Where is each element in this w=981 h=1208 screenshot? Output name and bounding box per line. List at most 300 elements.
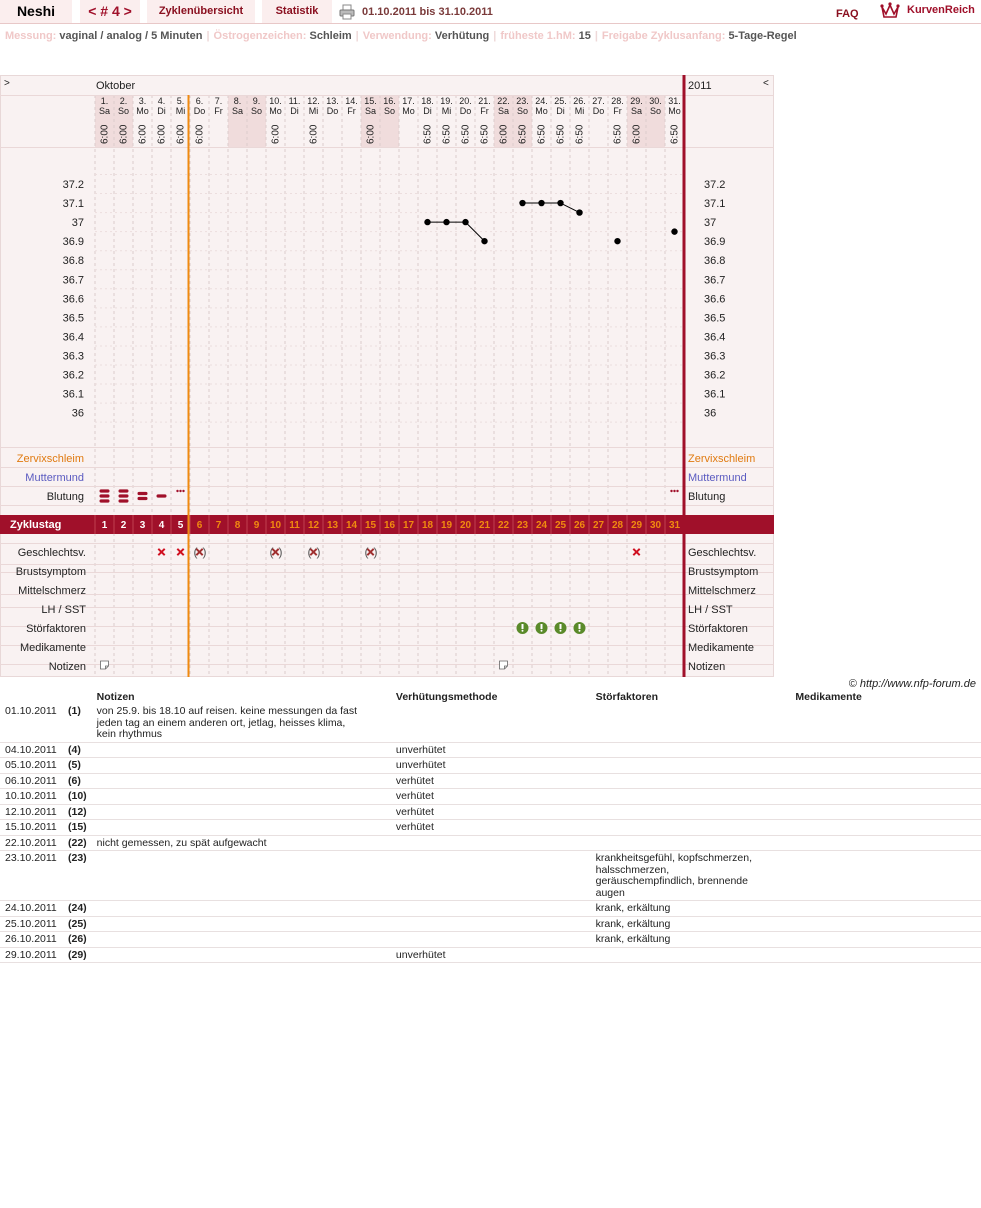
cycle-chart — [0, 75, 774, 677]
temp-tick-right: 37 — [704, 217, 717, 230]
info-value: Schleim — [309, 30, 352, 42]
day-number: 12. — [307, 96, 320, 106]
disturbance-warning-icon[interactable] — [536, 622, 548, 634]
measure-time: 6:50 — [574, 124, 586, 144]
weekday: Mi — [574, 106, 585, 116]
day-number: 19. — [440, 96, 453, 106]
measure-time: 6:50 — [536, 124, 548, 144]
notes-cell — [92, 851, 391, 901]
bleeding-mark-icon — [138, 497, 148, 500]
temp-tick-left: 36.6 — [62, 293, 84, 306]
notes-cell — [591, 947, 791, 963]
row-label-zervix: Zervixschleim — [16, 453, 84, 465]
bleeding-spot-icon — [176, 490, 178, 492]
notes-cell: krank, erkältung — [591, 932, 791, 948]
day-number: 27. — [592, 96, 605, 106]
weekday: Fr — [214, 106, 223, 116]
weekday: Di — [157, 106, 166, 116]
table-row — [0, 704, 981, 742]
notes-header: Notizen — [96, 691, 135, 703]
temp-tick-left: 37.2 — [62, 179, 84, 191]
day-number: 21. — [478, 96, 491, 106]
disturbance-warning-icon[interactable] — [555, 622, 567, 634]
day-number: 13. — [326, 96, 339, 106]
temp-point[interactable] — [557, 200, 563, 206]
notes-cell — [92, 742, 391, 758]
notes-cell — [790, 773, 981, 789]
notes-cell: (10) — [63, 789, 92, 805]
day-number: 14. — [345, 96, 358, 106]
table-row — [0, 773, 981, 789]
notes-cell: krankheitsgefühl, kopfschmerzen, halsschmerzen, geräuschempfindlich, brennende augen — [591, 851, 791, 901]
weekday: Do — [592, 106, 605, 116]
notes-cell: (5) — [63, 758, 92, 774]
note-icon[interactable] — [500, 661, 508, 669]
table-row — [0, 916, 981, 932]
cycle-day-number: 16 — [383, 520, 396, 531]
protected-intercourse-icon[interactable] — [308, 545, 321, 559]
temp-point[interactable] — [443, 219, 449, 225]
notes-cell: krank, erkältung — [591, 916, 791, 932]
notes-cell — [790, 789, 981, 805]
notes-cell: (25) — [63, 916, 92, 932]
cycle-day-number: 11 — [289, 520, 300, 531]
temp-tick-left: 37 — [71, 217, 84, 230]
excl-dot — [541, 630, 543, 632]
table-row — [0, 820, 981, 836]
tab-statistics[interactable]: Statistik — [262, 0, 332, 23]
notes-cell: unverhütet — [391, 947, 591, 963]
notes-cell: verhütet — [391, 773, 591, 789]
notes-cell: von 25.9. bis 18.10 auf reisen. keine messungen da fast jeden tag an einem anderen ort, jetlag, heisses klima, kein rhythmus — [92, 704, 391, 742]
temp-tick-left: 36.5 — [62, 312, 84, 325]
protected-intercourse-icon[interactable] — [194, 545, 207, 559]
lower-row-label-right: Geschlechtsv. — [688, 547, 757, 559]
weekday: Fr — [480, 106, 489, 116]
notes-cell — [391, 704, 591, 742]
day-number: 11. — [288, 96, 301, 106]
notes-cell: nicht gemessen, zu spät aufgewacht — [92, 835, 391, 851]
paren-left: ( — [193, 545, 198, 559]
unprotected-intercourse-icon[interactable] — [158, 549, 164, 555]
notes-cell — [790, 916, 981, 932]
excl-dot — [560, 630, 562, 632]
weekday: Fr — [613, 106, 622, 116]
cycle-day-number: 6 — [196, 520, 203, 531]
cycle-navigator[interactable]: < # 4 > — [80, 0, 140, 23]
notes-cell: 15.10.2011 — [0, 820, 63, 836]
paren-left: ( — [307, 545, 312, 559]
notes-cell — [391, 932, 591, 948]
temp-point[interactable] — [481, 238, 487, 244]
cycle-day-number: 3 — [139, 520, 146, 531]
cycle-day-number: 24 — [535, 520, 548, 531]
year-label: 2011 — [688, 80, 712, 92]
notes-cell — [790, 820, 981, 836]
paren-right: ) — [316, 545, 321, 559]
measure-time: 6:50 — [479, 124, 491, 144]
day-number: 5. — [176, 96, 185, 106]
table-row — [0, 901, 981, 917]
notes-cell: verhütet — [391, 804, 591, 820]
notes-cell: 23.10.2011 — [0, 851, 63, 901]
day-number: 8. — [233, 96, 242, 106]
day-number: 15. — [364, 96, 377, 106]
notes-cell: (22) — [63, 835, 92, 851]
temp-tick-right: 36.1 — [704, 388, 726, 401]
day-number: 16. — [383, 96, 396, 106]
measure-time: 6:00 — [194, 124, 206, 144]
notes-cell: (24) — [63, 901, 92, 917]
day-number: 6. — [195, 96, 204, 106]
cycle-day-number: 14 — [345, 520, 358, 531]
disturbance-warning-icon[interactable] — [574, 622, 586, 634]
measure-time: 6:00 — [99, 124, 111, 144]
info-separator: | — [206, 30, 210, 42]
temp-tick-left: 36.8 — [62, 255, 84, 268]
chart-border — [1, 76, 774, 677]
brand-name[interactable]: KurvenReich — [907, 4, 975, 16]
notes-cell: 12.10.2011 — [0, 804, 63, 820]
info-value: 5-Tage-Regel — [728, 30, 797, 42]
weekday: Mo — [535, 106, 548, 116]
cycle-day-number: 23 — [516, 520, 529, 531]
bleeding-mark-icon — [100, 489, 110, 492]
notes-cell — [790, 947, 981, 963]
weekday: Sa — [98, 106, 111, 116]
weekday: Di — [423, 106, 432, 116]
cycle-day-number: 13 — [326, 520, 339, 531]
lower-row-label-right: LH / SST — [688, 604, 733, 616]
weekday: Mi — [308, 106, 319, 116]
measure-time: 6:50 — [555, 124, 567, 144]
day-number: 7. — [214, 96, 223, 106]
notes-cell — [92, 804, 391, 820]
temp-point[interactable] — [519, 200, 525, 206]
info-value: 15 — [578, 30, 591, 42]
day-number: 25. — [554, 96, 567, 106]
lower-row-label-right: Mittelschmerz — [688, 585, 756, 597]
period-range: 01.10.2011 bis 31.10.2011 — [362, 6, 493, 18]
lower-row-label-right: Störfaktoren — [688, 623, 748, 635]
measurement-info-bar — [5, 30, 797, 42]
notes-cell — [92, 773, 391, 789]
info-separator: | — [493, 30, 497, 42]
day-number: 9. — [252, 96, 261, 106]
notes-cell: (29) — [63, 947, 92, 963]
notes-header: Medikamente — [795, 691, 862, 703]
day-number: 3. — [138, 96, 147, 106]
notes-cell: 04.10.2011 — [0, 742, 63, 758]
excl-bar — [560, 624, 562, 629]
notes-cell — [591, 804, 791, 820]
bleeding-spot-icon — [182, 490, 184, 492]
user-name: Neshi — [0, 0, 72, 23]
temp-tick-left: 37.1 — [62, 198, 84, 211]
notes-cell — [790, 704, 981, 742]
notes-cell — [790, 835, 981, 851]
measure-time: 6:50 — [422, 124, 434, 144]
notes-cell: 25.10.2011 — [0, 916, 63, 932]
paren-right: ) — [202, 545, 207, 559]
weekday: So — [649, 106, 662, 116]
lower-row-label: Notizen — [48, 661, 86, 673]
paren-left: ( — [364, 545, 369, 559]
weekday: Mo — [402, 106, 415, 116]
temp-tick-right: 37.2 — [704, 179, 726, 191]
unprotected-intercourse-icon[interactable] — [177, 549, 183, 555]
notes-cell — [92, 901, 391, 917]
notes-cell: 24.10.2011 — [0, 901, 63, 917]
printer-icon[interactable] — [339, 4, 355, 20]
notes-cell — [790, 804, 981, 820]
weekday: Do — [326, 106, 339, 116]
row-label-blutung-right: Blutung — [688, 491, 726, 503]
cycle-day-number: 1 — [101, 520, 108, 531]
protected-intercourse-icon[interactable] — [365, 545, 378, 559]
weekday: So — [383, 106, 396, 116]
row-label-zervix-right: Zervixschleim — [688, 453, 756, 465]
info-key: früheste 1.hM: — [500, 30, 579, 42]
table-row — [0, 758, 981, 774]
notes-cell — [92, 789, 391, 805]
cycle-day-number: 4 — [158, 520, 165, 531]
weekday: Di — [556, 106, 565, 116]
weekday: So — [117, 106, 130, 116]
disturbance-warning-icon[interactable] — [517, 622, 529, 634]
info-separator: | — [594, 30, 598, 42]
measure-time: 6:50 — [669, 124, 681, 144]
lower-row-label: Medikamente — [19, 642, 86, 654]
excl-bar — [541, 624, 543, 629]
faq-link[interactable]: FAQ — [836, 8, 859, 20]
cycle-day-number: 20 — [459, 520, 472, 531]
measure-time: 6:00 — [308, 124, 320, 144]
weekday: Sa — [231, 106, 244, 116]
notes-cell: (4) — [63, 742, 92, 758]
notes-cell — [391, 851, 591, 901]
notes-cell — [92, 758, 391, 774]
notes-cell — [391, 916, 591, 932]
notes-cell: krank, erkältung — [591, 901, 791, 917]
excl-bar — [579, 624, 581, 629]
temp-tick-left: 36.1 — [62, 388, 84, 401]
info-key: Freigabe Zyklusanfang: — [601, 30, 729, 42]
notes-cell: 29.10.2011 — [0, 947, 63, 963]
bleeding-spot-icon — [179, 490, 181, 492]
note-icon[interactable] — [101, 661, 109, 669]
day-number: 24. — [535, 96, 548, 106]
weekday: Do — [193, 106, 206, 116]
day-number: 10. — [269, 96, 282, 106]
temp-tick-left: 36.2 — [62, 369, 84, 382]
day-number: 30. — [649, 96, 662, 106]
notes-header — [63, 690, 92, 704]
info-key: Verwendung: — [362, 30, 435, 42]
protected-intercourse-icon[interactable] — [270, 545, 283, 559]
weekday: Mi — [175, 106, 186, 116]
lower-row-label: LH / SST — [41, 604, 86, 616]
temp-tick-right: 36.5 — [704, 312, 726, 325]
temp-point[interactable] — [614, 238, 620, 244]
cycle-day-number: 17 — [402, 520, 415, 531]
measure-time: 6:50 — [441, 124, 453, 144]
measure-time: 6:00 — [175, 124, 187, 144]
notes-cell: 10.10.2011 — [0, 789, 63, 805]
notes-cell: (23) — [63, 851, 92, 901]
note-sheet — [500, 661, 508, 669]
notes-header: Verhütungsmethode — [395, 691, 498, 703]
temp-point[interactable] — [671, 228, 677, 234]
info-value: Verhütung — [434, 30, 490, 42]
notes-cell: 22.10.2011 — [0, 835, 63, 851]
crown-logo-icon[interactable] — [880, 1, 900, 19]
temp-tick-right: 36.2 — [704, 369, 726, 382]
bleeding-spot-icon — [673, 490, 675, 492]
cycle-day-number: 18 — [421, 520, 434, 531]
temp-tick-left: 36.7 — [62, 274, 84, 287]
excl-dot — [522, 630, 524, 632]
lower-row-label: Geschlechtsv. — [17, 547, 86, 559]
lower-row-label-right: Notizen — [688, 661, 726, 673]
temp-tick-right: 36.7 — [704, 274, 726, 287]
nav-next-arrow[interactable]: < — [763, 78, 769, 89]
notes-cell: 06.10.2011 — [0, 773, 63, 789]
bleeding-mark-icon — [157, 494, 167, 497]
temp-point[interactable] — [424, 219, 430, 225]
cycle-day-number: 2 — [120, 520, 127, 531]
cycle-day-number: 5 — [177, 520, 184, 531]
notes-cell: (26) — [63, 932, 92, 948]
table-row — [0, 804, 981, 820]
notes-cell — [591, 742, 791, 758]
measure-time: 6:50 — [612, 124, 624, 144]
paren-right: ) — [373, 545, 378, 559]
measure-time: 6:00 — [137, 124, 149, 144]
notes-cell — [591, 789, 791, 805]
temp-tick-left: 36.9 — [62, 236, 84, 249]
cycle-day-number: 9 — [253, 520, 260, 531]
notes-cell: verhütet — [391, 820, 591, 836]
temp-point[interactable] — [576, 209, 582, 215]
notes-header: Störfaktoren — [595, 691, 659, 703]
cycle-day-number: 25 — [554, 520, 567, 531]
table-row — [0, 835, 981, 851]
day-number: 31. — [668, 96, 681, 106]
table-row — [0, 932, 981, 948]
info-separator: | — [355, 30, 359, 42]
temp-point[interactable] — [538, 200, 544, 206]
cycle-day-number: 28 — [611, 520, 624, 531]
measure-time: 6:50 — [460, 124, 472, 144]
notes-cell — [790, 851, 981, 901]
notes-cell: unverhütet — [391, 758, 591, 774]
weekday: Di — [290, 106, 299, 116]
bleeding-mark-icon — [119, 489, 129, 492]
weekday: Mi — [441, 106, 452, 116]
day-number: 17. — [402, 96, 415, 106]
top-bar — [0, 0, 981, 24]
bleeding-mark-icon — [100, 494, 110, 497]
notes-cell: (6) — [63, 773, 92, 789]
measure-time: 6:50 — [517, 124, 529, 144]
notes-header — [0, 690, 63, 704]
weekday: Mo — [668, 106, 681, 116]
notes-cell: 26.10.2011 — [0, 932, 63, 948]
measure-time: 6:00 — [270, 124, 282, 144]
unprotected-intercourse-icon[interactable] — [633, 549, 639, 555]
bleeding-mark-icon — [119, 494, 129, 497]
notes-cell: (15) — [63, 820, 92, 836]
cycle-day-number: 26 — [573, 520, 586, 531]
tab-cycle-overview[interactable]: Zyklenübersicht — [147, 0, 255, 23]
weekday: Mo — [269, 106, 282, 116]
notes-cell — [391, 901, 591, 917]
temp-tick-right: 36.4 — [704, 331, 726, 344]
cycle-day-number: 7 — [215, 520, 222, 531]
day-number: 4. — [157, 96, 166, 106]
row-label-muttermund-right: Muttermund — [688, 472, 747, 484]
measure-time: 6:00 — [631, 124, 643, 144]
bleeding-spot-icon — [676, 490, 678, 492]
bleeding-spot-icon — [670, 490, 672, 492]
notes-cell — [92, 916, 391, 932]
copyright: © http://www.nfp-forum.de — [848, 678, 976, 690]
note-sheet — [101, 661, 109, 669]
weekday: Sa — [364, 106, 377, 116]
notes-cell: 01.10.2011 — [0, 704, 63, 742]
lower-row-label: Störfaktoren — [26, 623, 86, 635]
cycle-day-number: 31 — [668, 520, 681, 531]
temp-tick-right: 36 — [704, 407, 717, 420]
lower-row-label-right: Brustsymptom — [688, 566, 759, 578]
temp-tick-right: 36.8 — [704, 255, 726, 268]
notes-cell: (1) — [63, 704, 92, 742]
measure-time: 6:00 — [118, 124, 130, 144]
weekday: Sa — [497, 106, 510, 116]
table-row — [0, 789, 981, 805]
notes-cell: verhütet — [391, 789, 591, 805]
day-number: 1. — [100, 96, 109, 106]
cycle-day-number: 29 — [630, 520, 643, 531]
info-key: Messung: — [5, 30, 60, 42]
notes-cell — [92, 947, 391, 963]
temp-tick-left: 36.3 — [62, 350, 84, 363]
temp-point[interactable] — [462, 219, 468, 225]
measure-time: 6:00 — [498, 124, 510, 144]
day-number: 18. — [421, 96, 434, 106]
info-value: vaginal / analog / 5 Minuten — [59, 30, 203, 42]
day-number: 20. — [459, 96, 472, 106]
day-number: 29. — [630, 96, 643, 106]
weekday: So — [250, 106, 263, 116]
bleeding-mark-icon — [100, 499, 110, 502]
cycle-day-number: 8 — [234, 520, 241, 531]
notes-cell — [92, 820, 391, 836]
excl-dot — [579, 630, 581, 632]
notes-cell — [591, 758, 791, 774]
paren-right: ) — [278, 545, 283, 559]
weekday: Fr — [347, 106, 356, 116]
temp-tick-right: 36.9 — [704, 236, 726, 249]
day-number: 23. — [516, 96, 529, 106]
temp-tick-right: 37.1 — [704, 198, 726, 211]
cycle-day-number: 10 — [269, 520, 282, 531]
day-number: 26. — [573, 96, 586, 106]
nav-prev-arrow[interactable]: > — [4, 78, 10, 89]
row-label-blutung: Blutung — [46, 491, 84, 503]
weekday: So — [516, 106, 529, 116]
